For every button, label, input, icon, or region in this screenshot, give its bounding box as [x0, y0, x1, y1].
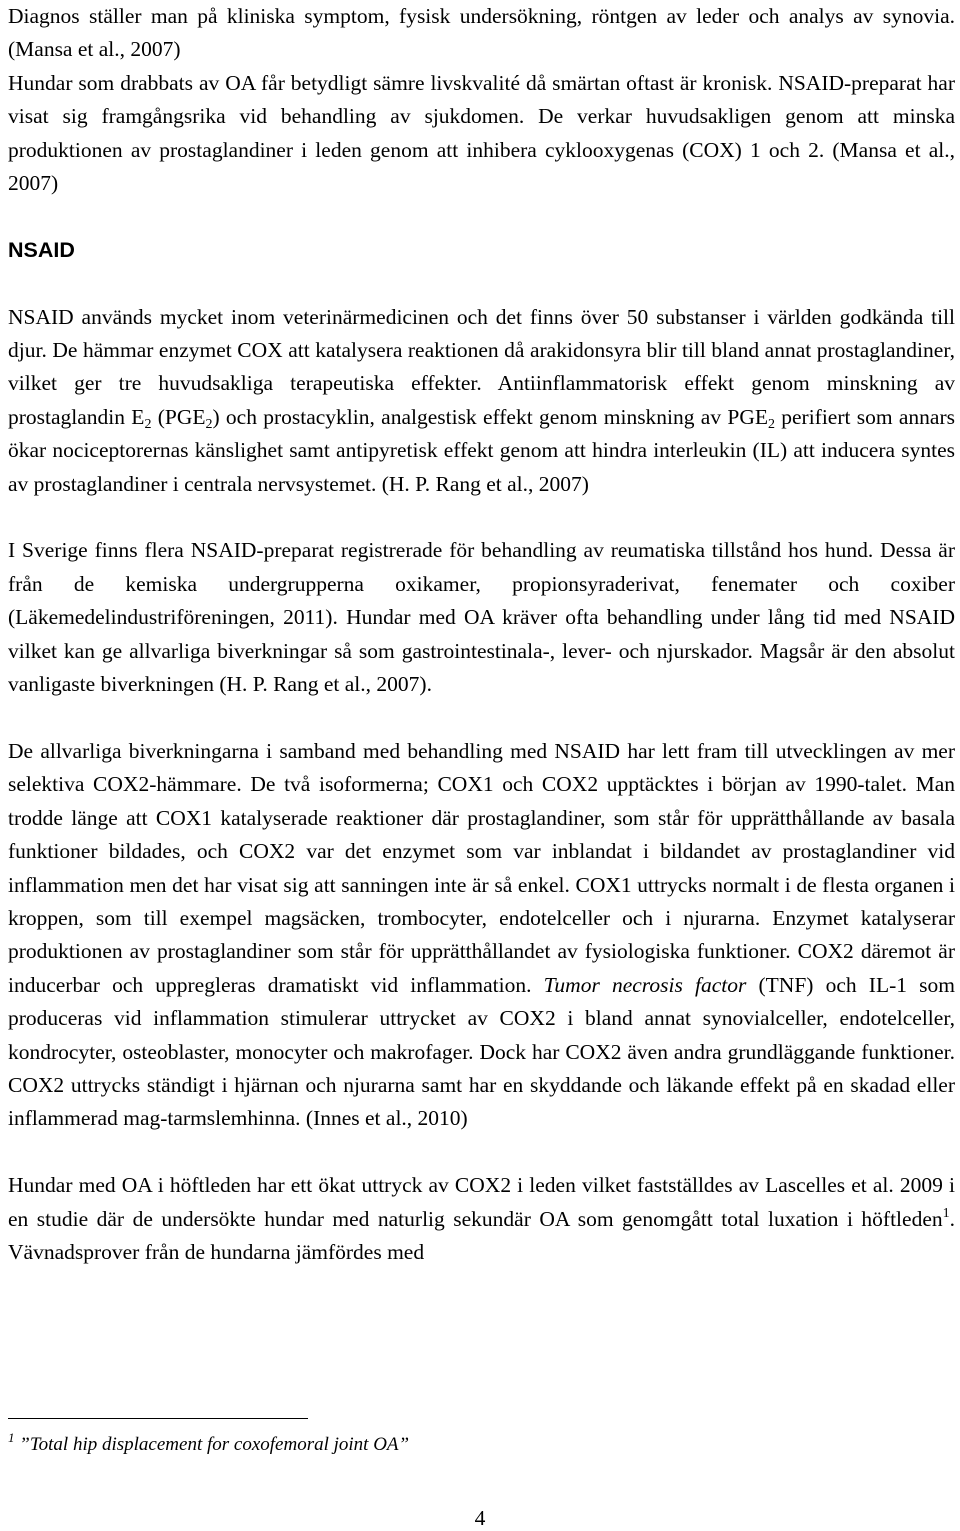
- footnote-text: ”Total hip displacement for coxofemoral joint OA”: [14, 1434, 410, 1455]
- footnote-reference: 1: [942, 1205, 950, 1221]
- document-body: [8, 0, 955, 1269]
- paragraph-cox-isoforms: [8, 735, 955, 1136]
- nsaid-text-2: (PGE: [151, 404, 206, 429]
- nsaid-text-3: ) och prostacyklin, analgestisk effekt genom minskning av PGE: [212, 404, 768, 429]
- paragraph-sverige: I Sverige finns flera NSAID-preparat registrerade för behandling av reumatiska tillstånd hos hund. Dessa är från de kemiska undergrupperna oxikamer, propionsyraderivat, fenemater och coxiber (Läkemedelindustriföreningen, 2011). Hundar med OA kräver ofta behandling under lång tid med NSAID vilket kan ge allvarliga biverkningar så som gastrointestinala-, lever- och njurskador. Magsår är den absolut vanligaste biverkningen (H. P. Rang et al., 2007).: [8, 538, 955, 697]
- subscript-2: 2: [144, 416, 152, 432]
- nsaid-text-1: NSAID används mycket inom veterinärmedicinen och det finns över 50 substanser i världen godkända till djur. De hämmar enzymet COX att katalysera reaktionen då arakidonsyra blir till bland annat prostaglandiner, vilket ger tre huvudsakliga terapeutiska effekter. Antiinflammatorisk effekt genom minskning av prostaglandin E: [8, 304, 955, 429]
- paragraph-nsaid-effects: [8, 301, 955, 501]
- hip-text-2: . Vävnadsprover från de hundarna jämfördes med: [8, 1206, 955, 1264]
- tnf-italic-term: Tumor necrosis factor: [543, 972, 747, 997]
- footnote-marker: 1: [8, 1430, 15, 1445]
- footnote: [8, 1432, 955, 1458]
- subscript-2: 2: [767, 416, 775, 432]
- oa-nsaid-text: Hundar som drabbats av OA får betydligt sämre livskvalité då smärtan oftast är kronisk. NSAID-preparat har visat sig framgångsrika vid behandling av sjukdomen. De verkar huvudsakligen genom att minska produktionen av prostaglandiner i leden genom att inhibera cyklooxygenas (COX) 1 och 2. (Mansa et al., 2007): [8, 70, 955, 196]
- paragraph-diagnosis: [8, 0, 955, 200]
- section-heading-nsaid: NSAID: [8, 237, 75, 262]
- paragraph-hip-joint: [8, 1169, 955, 1269]
- hip-text-1: Hundar med OA i höftleden har ett ökat uttryck av COX2 i leden vilket fastställdes av Lascelles et al. 2009 i en studie där de undersökte hundar med naturlig sekundär OA som genomgått total luxation i höftleden: [8, 1173, 955, 1231]
- cox-text-2: (TNF) och IL-1 som produceras vid inflammation stimulerar uttrycket av COX2 i bland annat synovialceller, endotelceller, kondrocyter, osteoblaster, monocyter och makrofager. Dock har COX2 även andra grundläggande funktioner. COX2 uttrycks ständigt i hjärnan och njurarna samt har en skyddande och läkande effekt på en skadad eller inflammerad mag-tarmslemhinna. (Innes et al., 2010): [8, 972, 955, 1131]
- diagnosis-text: Diagnos ställer man på kliniska symptom, fysisk undersökning, röntgen av leder och analys av synovia. (Mansa et al., 2007): [8, 4, 955, 62]
- cox-text-1: De allvarliga biverkningarna i samband med behandling med NSAID har lett fram till utvecklingen av mer selektiva COX2-hämmare. De två isoformerna; COX1 och COX2 upptäcktes i början av 1990-talet. Man trodde länge att COX1 katalyserade reaktioner där prostaglandiner, som står för upprätthållande av basala funktioner bildades, och COX2 var det enzymet som var inblandat i bildandet av prostaglandiner vid inflammation men det har visat sig att sanningen inte är så enkel. COX1 uttrycks normalt i de flesta organen i kroppen, som till exempel magsäcken, trombocyter, endotelceller och i njurarna. Enzymet katalyserar produktionen av prostaglandiner som står för upprätthållandet av fysiologiska funktioner. COX2 däremot är inducerbar och uppregleras dramatiskt vid inflammation.: [8, 738, 955, 997]
- page-number: 4: [474, 1506, 486, 1530]
- footnote-divider: [8, 1418, 308, 1419]
- nsaid-text-4: perifiert som annars ökar nociceptorernas känslighet samt antipyretisk effekt genom att hindra interleukin (IL) att inducera syntes av prostaglandiner i centrala nervsystemet. (H. P. Rang et al., 2007): [8, 404, 955, 496]
- subscript-2: 2: [205, 416, 213, 432]
